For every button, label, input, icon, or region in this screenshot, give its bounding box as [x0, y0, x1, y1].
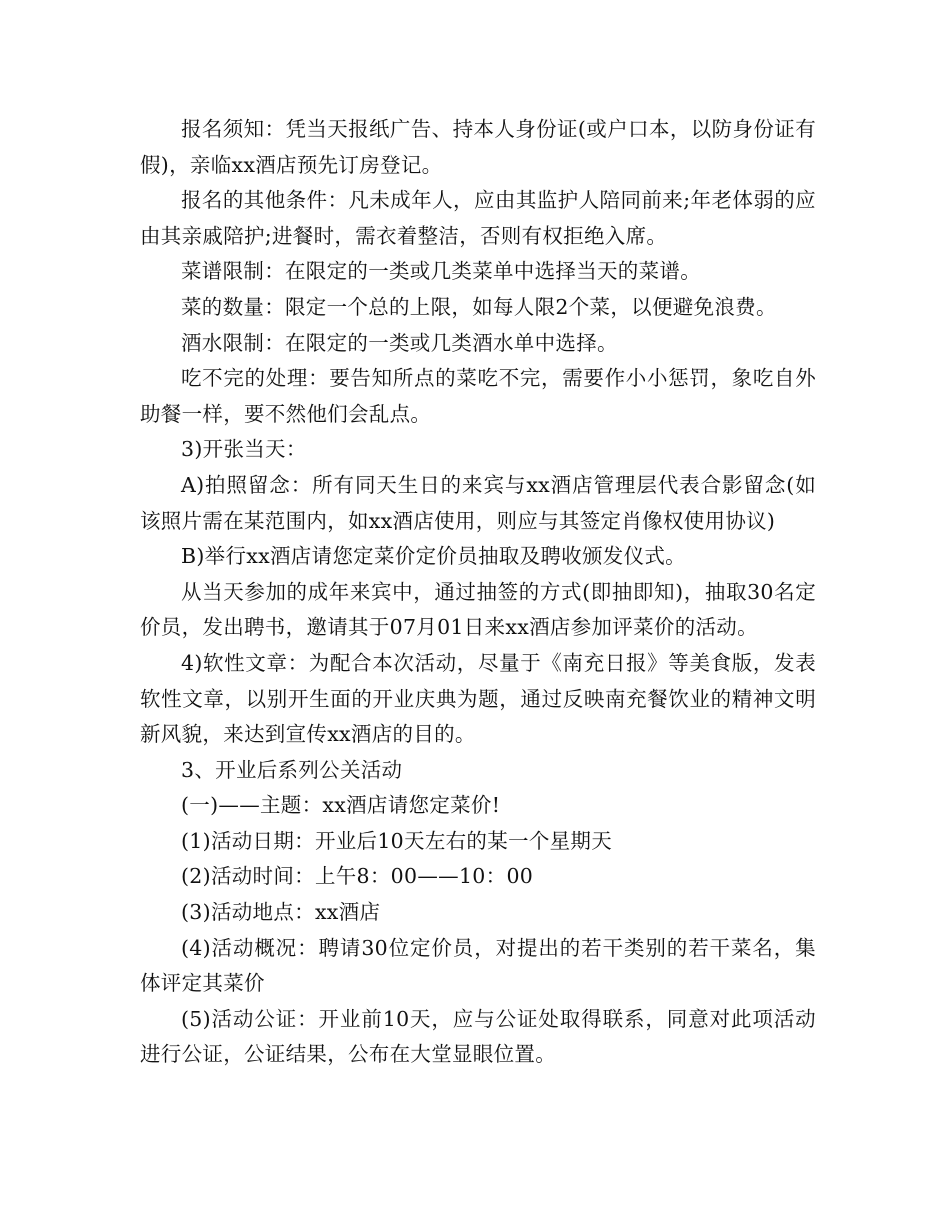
heading-post-opening-pr: 3、开业后系列公关活动	[181, 757, 403, 782]
paragraph-dish-quantity: 菜的数量：限定一个总的上限，如每人限2个菜，以便避免浪费。	[181, 294, 777, 319]
paragraph-pricer-ceremony: B)举行xx酒店请您定菜价定价员抽取及聘收颁发仪式。	[181, 544, 686, 569]
paragraph-activity-overview: (4)活动概况：聘请30位定价员，对提出的若干类别的若干菜名，集体评定其菜价	[140, 935, 816, 996]
paragraph-activity-date: (1)活动日期：开业后10天左右的某一个星期天	[181, 828, 613, 853]
paragraph-theme: (一)——主题：xx酒店请您定菜价!	[181, 793, 501, 818]
paragraph-activity-notarization: (5)活动公证：开业前10天，应与公证处取得联系，同意对此项活动进行公证，公证结果，公布在大堂显眼位置。	[140, 1006, 816, 1067]
paragraph-activity-location: (3)活动地点：xx酒店	[181, 900, 381, 925]
paragraph-pricer-selection: 从当天参加的成年来宾中，通过抽签的方式(即抽即知)，抽取30名定价员，发出聘书，邀请其于07月01日来xx酒店参加评菜价的活动。	[140, 579, 816, 640]
paragraph-soft-article: 4)软性文章：为配合本次活动，尽量于《南充日报》等美食版，发表软性文章，以别开生面的开业庆典为题，通过反映南充餐饮业的精神文明新风貌，来达到宣传xx酒店的目的。	[140, 650, 816, 747]
document-page	[140, 112, 816, 1073]
paragraph-activity-time: (2)活动时间：上午8：00——10：00	[181, 864, 534, 889]
paragraph-leftover-handling: 吃不完的处理：要告知所点的菜吃不完，需要作小小惩罚，象吃自外助餐一样，要不然他们会乱点。	[140, 366, 816, 426]
paragraph-menu-limit: 菜谱限制：在限定的一类或几类菜单中选择当天的菜谱。	[181, 259, 701, 284]
paragraph-drinks-limit: 酒水限制：在限定的一类或几类酒水单中选择。	[181, 330, 618, 355]
paragraph-photo-souvenir: A)拍照留念：所有同天生日的来宾与xx酒店管理层代表合影留念(如该照片需在某范围内，如xx酒店使用，则应与其签定肖像权使用协议)	[140, 472, 816, 533]
paragraph-registration-conditions: 报名的其他条件：凡未成年人，应由其监护人陪同前来;年老体弱的应由其亲戚陪护;进餐时，需衣着整洁，否则有权拒绝入席。	[140, 188, 816, 248]
heading-opening-day: 3)开张当天：	[181, 437, 307, 462]
paragraph-registration-notice: 报名须知：凭当天报纸广告、持本人身份证(或户口本，以防身份证有假)，亲临xx酒店预先订房登记。	[140, 117, 816, 177]
